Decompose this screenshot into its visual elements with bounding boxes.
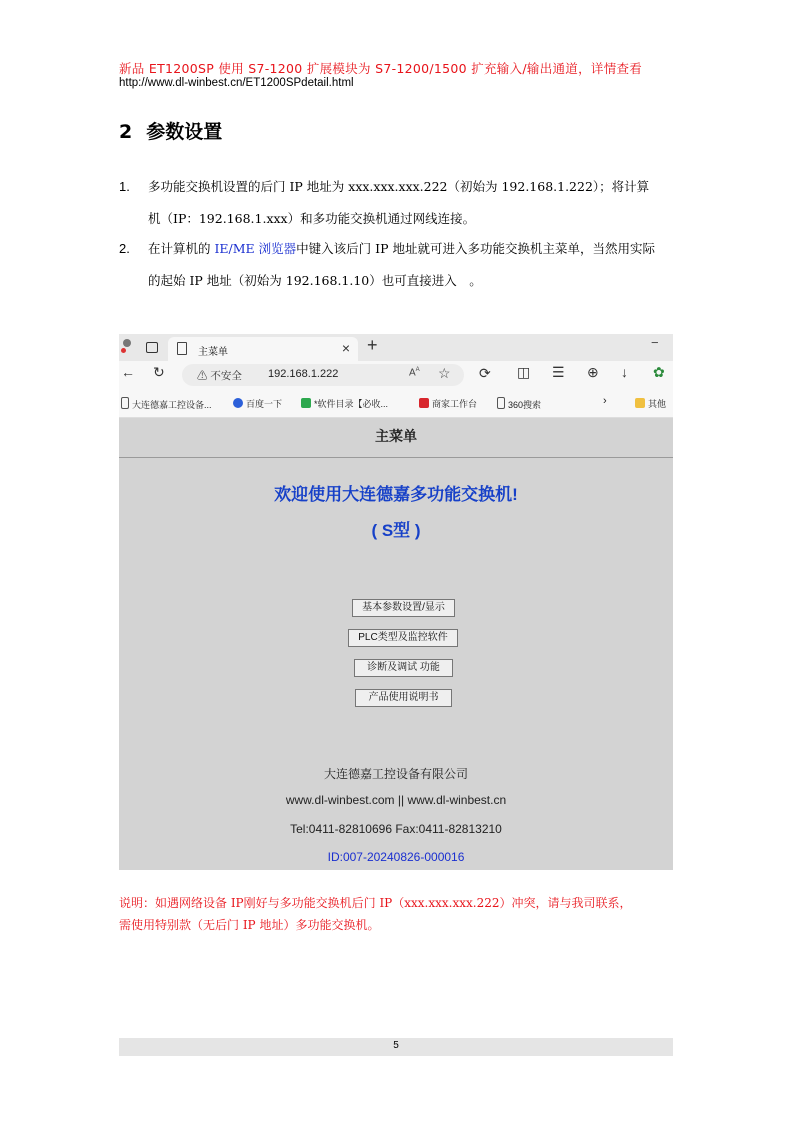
page-icon — [177, 342, 187, 355]
bookmark-item[interactable]: 其他 — [635, 397, 666, 410]
list-item-1 — [119, 171, 674, 235]
list-text-post: 中键入该后门 IP 地址就可进入多功能交换机主菜单，当然用实际 — [296, 241, 655, 256]
list-number: 2. — [119, 241, 130, 256]
software-icon — [301, 398, 311, 408]
folder-icon — [635, 398, 645, 408]
read-aloud-icon[interactable]: $A^A$ — [409, 367, 420, 379]
note-line: 需使用特别款（无后门 IP 地址）多功能交换机。 — [119, 918, 380, 932]
favorite-icon[interactable]: ☆ — [438, 365, 451, 381]
header-promo-line: 新品 ET1200SP 使用 S7-1200 扩展模块为 S7-1200/1500 扩充输入/输出通道，详情查看 — [119, 61, 643, 76]
close-icon[interactable]: × — [341, 340, 350, 356]
device-id: ID:007-20240826-000016 — [327, 850, 465, 864]
bookmark-item[interactable]: 大连德嘉工控设备... — [121, 397, 212, 411]
manual-button[interactable]: 产品使用说明书 — [355, 689, 452, 707]
address-input[interactable] — [182, 364, 464, 386]
section-number: 2 — [119, 121, 133, 143]
download-icon[interactable]: ↓ — [621, 364, 628, 380]
chevron-right-icon[interactable]: › — [603, 395, 607, 407]
back-icon[interactable]: ← — [121, 364, 135, 380]
new-tab-icon[interactable]: + — [367, 335, 378, 355]
page-icon — [121, 397, 129, 409]
list-text-line: 的起始 IP 地址（初始为 192.168.1.10）也可直接进入 。 — [148, 273, 482, 288]
list-number: 1. — [119, 179, 130, 194]
note — [119, 892, 674, 936]
diagnostics-button[interactable]: 诊断及调试 功能 — [354, 659, 453, 677]
list-text-line — [148, 233, 674, 265]
tab-title: 主菜单 — [198, 347, 228, 358]
bookmark-item[interactable]: 360搜索 — [497, 397, 541, 411]
tab-bar — [119, 334, 673, 361]
basic-settings-button[interactable]: 基本参数设置/显示 — [352, 599, 455, 617]
minimize-icon[interactable]: − — [651, 335, 659, 350]
company-contact: Tel:0411-82810696 Fax:0411-82813210 — [290, 822, 502, 836]
section-title: 参数设置 — [146, 121, 223, 143]
list-text-pre: 在计算机的 — [148, 241, 215, 256]
browser-screenshot — [119, 334, 673, 870]
address-url[interactable]: 192.168.1.222 — [268, 368, 339, 380]
split-screen-icon[interactable]: ◫ — [517, 364, 531, 380]
profile-icon[interactable] — [123, 339, 131, 347]
profile-dot-icon — [121, 348, 126, 353]
page-number: 5 — [393, 1040, 399, 1051]
security-label[interactable]: 不安全 — [210, 370, 242, 382]
company-name: 大连德嘉工控设备有限公司 — [323, 767, 468, 781]
favorites-list-icon[interactable]: ☰ — [552, 364, 565, 380]
section-heading — [119, 117, 222, 144]
list-text-line: 机（IP：192.168.1.xxx）和多功能交换机通过网线连接。 — [148, 211, 476, 226]
warning-icon[interactable]: ⚠ 不安全 — [197, 370, 242, 382]
tab-actions-icon[interactable] — [146, 342, 158, 353]
refresh-icon[interactable]: ↻ — [153, 364, 165, 380]
header-url-line[interactable]: http://www.dl-winbest.cn/ET1200SPdetail.html — [119, 77, 354, 89]
list-item-2 — [119, 233, 674, 297]
list-text-line: 多功能交换机设置的后门 IP 地址为 xxx.xxx.xxx.222（初始为 192.168.1.222）；将计算 — [148, 179, 650, 194]
address-toolbar — [119, 361, 673, 391]
tab-main-menu[interactable] — [168, 337, 358, 361]
bookmarks-bar — [119, 391, 673, 418]
bookmark-item[interactable]: 商家工作台 — [419, 397, 477, 410]
baidu-icon — [233, 398, 243, 408]
page-heading: 主菜单 — [119, 418, 673, 458]
collections-icon[interactable]: ⊕ — [587, 364, 599, 380]
copilot-icon[interactable]: ✿ — [653, 364, 665, 380]
company-websites[interactable]: www.dl-winbest.com || www.dl-winbest.cn — [285, 793, 507, 807]
model-label: ( S型 ) — [371, 521, 421, 540]
bookmark-item[interactable]: 百度一下 — [233, 397, 282, 410]
browser-link[interactable]: IE/ME 浏览器 — [214, 241, 297, 256]
page-icon — [497, 397, 505, 409]
jd-icon — [419, 398, 429, 408]
plc-type-button[interactable]: PLC类型及监控软件 — [348, 629, 458, 647]
extensions-icon[interactable]: ⟳ — [479, 365, 491, 381]
bookmark-item[interactable]: *软件目录【必收... — [301, 397, 388, 410]
welcome-title: 欢迎使用大连德嘉多功能交换机! — [274, 485, 518, 504]
note-line: 说明：如遇网络设备 IP刚好与多功能交换机后门 IP（xxx.xxx.xxx.222）冲突，请与我司联系， — [119, 896, 632, 910]
